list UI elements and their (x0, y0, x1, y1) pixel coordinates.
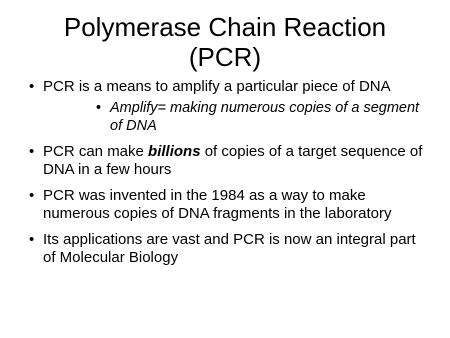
bullet-dot-icon: • (29, 231, 35, 248)
bullet-dot-icon: • (96, 100, 102, 116)
bullet-text-after: of copies of a target sequence of DNA in a few hours (43, 143, 423, 178)
sub-bullet-item-definition (43, 99, 432, 135)
bullet-text: PCR was invented in the 1984 as a way to make numerous copies of DNA fragments in the laboratory (43, 187, 392, 222)
slide-title-line-2: (PCR) (188, 42, 262, 72)
bullet-text-before: PCR can make (43, 143, 149, 160)
bullet-item-invented (27, 187, 432, 223)
sub-bullet-text: Amplify= making numerous copies of a segment of DNA (110, 100, 420, 134)
bullet-dot-icon: • (29, 143, 35, 160)
bullet-text: Its applications are vast and PCR is now an integral part of Molecular Biology (43, 231, 416, 266)
bullet-text: PCR is a means to amplify a particular piece of DNA (43, 78, 391, 95)
bullet-emphasis-text: billions (148, 143, 201, 160)
bullet-dot-icon: • (29, 187, 35, 204)
bullet-item-billions (27, 143, 432, 179)
slide-title-line-1: Polymerase Chain Reaction (63, 12, 387, 42)
bullet-dot-icon: • (29, 78, 35, 95)
bullet-item-applications (27, 231, 432, 267)
bullet-item-amplify (27, 78, 432, 135)
slide-title (0, 12, 450, 72)
bullet-list (27, 78, 432, 275)
